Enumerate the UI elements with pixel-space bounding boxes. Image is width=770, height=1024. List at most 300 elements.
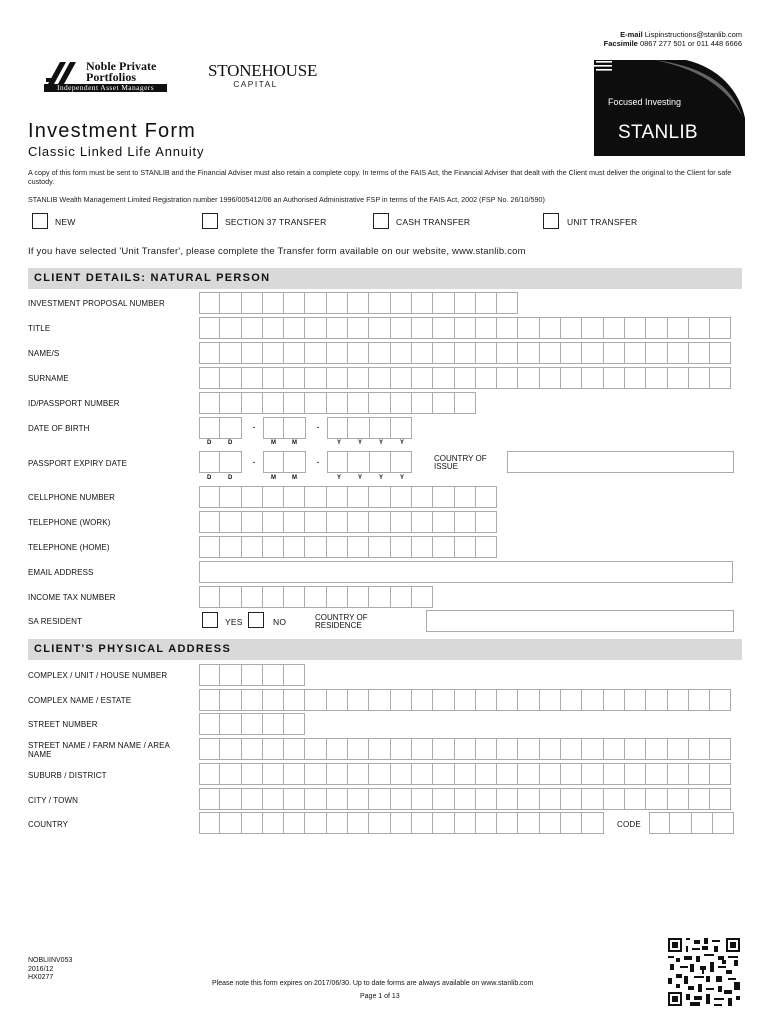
- input-cell[interactable]: [370, 451, 391, 473]
- input-cell[interactable]: [646, 342, 667, 364]
- input-cell[interactable]: [476, 738, 497, 760]
- input-cell[interactable]: [455, 392, 476, 414]
- input-cell[interactable]: [305, 486, 326, 508]
- input-cell[interactable]: [689, 788, 710, 810]
- input-cell[interactable]: [305, 292, 326, 314]
- input-cell[interactable]: [199, 342, 220, 364]
- input-cell[interactable]: [625, 689, 646, 711]
- input-cell[interactable]: [497, 317, 518, 339]
- input-cell[interactable]: [412, 586, 433, 608]
- input-cell[interactable]: [412, 788, 433, 810]
- input-cell[interactable]: [646, 738, 667, 760]
- input-cell[interactable]: [242, 342, 263, 364]
- input-cell[interactable]: [476, 317, 497, 339]
- input-cell[interactable]: [391, 511, 412, 533]
- input-cell[interactable]: [305, 738, 326, 760]
- surname-input[interactable]: [199, 367, 731, 389]
- input-cell[interactable]: [433, 392, 454, 414]
- input-cell[interactable]: [263, 342, 284, 364]
- input-cell[interactable]: [604, 788, 625, 810]
- input-cell[interactable]: [305, 342, 326, 364]
- input-cell[interactable]: [710, 317, 731, 339]
- input-cell[interactable]: [649, 812, 670, 834]
- input-cell[interactable]: [476, 689, 497, 711]
- input-cell[interactable]: [497, 788, 518, 810]
- input-cell[interactable]: [476, 763, 497, 785]
- input-cell[interactable]: [263, 664, 284, 686]
- input-cell[interactable]: [582, 342, 603, 364]
- input-cell[interactable]: [561, 738, 582, 760]
- input-cell[interactable]: [582, 738, 603, 760]
- input-cell[interactable]: [284, 511, 305, 533]
- input-cell[interactable]: [391, 788, 412, 810]
- input-cell[interactable]: [604, 367, 625, 389]
- sa-resident-yes-checkbox[interactable]: [202, 612, 218, 628]
- input-cell[interactable]: [689, 689, 710, 711]
- input-cell[interactable]: [348, 486, 369, 508]
- input-cell[interactable]: [433, 763, 454, 785]
- input-cell[interactable]: [582, 317, 603, 339]
- input-cell[interactable]: [369, 317, 390, 339]
- input-cell[interactable]: [561, 367, 582, 389]
- input-cell[interactable]: [391, 417, 412, 439]
- input-cell[interactable]: [391, 738, 412, 760]
- input-cell[interactable]: [646, 763, 667, 785]
- input-cell[interactable]: [263, 689, 284, 711]
- input-cell[interactable]: [284, 486, 305, 508]
- input-cell[interactable]: [433, 812, 454, 834]
- input-cell[interactable]: [220, 586, 241, 608]
- input-cell[interactable]: [540, 738, 561, 760]
- input-cell[interactable]: [692, 812, 713, 834]
- input-cell[interactable]: [369, 342, 390, 364]
- input-cell[interactable]: [199, 536, 220, 558]
- country-input[interactable]: [199, 812, 604, 834]
- input-cell[interactable]: [476, 292, 497, 314]
- input-cell[interactable]: [710, 738, 731, 760]
- input-cell[interactable]: [220, 788, 241, 810]
- input-cell[interactable]: [582, 367, 603, 389]
- input-cell[interactable]: [263, 486, 284, 508]
- option-unit-transfer-checkbox[interactable]: [543, 213, 559, 229]
- input-cell[interactable]: [242, 812, 263, 834]
- input-cell[interactable]: [327, 812, 348, 834]
- input-cell[interactable]: [412, 367, 433, 389]
- input-cell[interactable]: [220, 451, 241, 473]
- input-cell[interactable]: [284, 417, 305, 439]
- input-cell[interactable]: [582, 788, 603, 810]
- input-cell[interactable]: [455, 511, 476, 533]
- input-cell[interactable]: [348, 451, 369, 473]
- input-cell[interactable]: [391, 536, 412, 558]
- input-cell[interactable]: [689, 342, 710, 364]
- input-cell[interactable]: [369, 536, 390, 558]
- input-cell[interactable]: [199, 664, 220, 686]
- input-cell[interactable]: [263, 417, 284, 439]
- input-cell[interactable]: [348, 536, 369, 558]
- input-cell[interactable]: [348, 292, 369, 314]
- input-cell[interactable]: [284, 292, 305, 314]
- input-cell[interactable]: [391, 763, 412, 785]
- input-cell[interactable]: [327, 451, 348, 473]
- input-cell[interactable]: [689, 763, 710, 785]
- input-cell[interactable]: [518, 367, 539, 389]
- input-cell[interactable]: [412, 689, 433, 711]
- passport-expiry-year-input[interactable]: [327, 451, 412, 473]
- input-cell[interactable]: [242, 392, 263, 414]
- input-cell[interactable]: [305, 536, 326, 558]
- input-cell[interactable]: [348, 812, 369, 834]
- dob-day-input[interactable]: [199, 417, 242, 439]
- input-cell[interactable]: [263, 392, 284, 414]
- input-cell[interactable]: [199, 417, 220, 439]
- input-cell[interactable]: [455, 536, 476, 558]
- dob-year-input[interactable]: [327, 417, 412, 439]
- suburb-input[interactable]: [199, 763, 731, 785]
- input-cell[interactable]: [476, 486, 497, 508]
- input-cell[interactable]: [220, 511, 241, 533]
- input-cell[interactable]: [199, 689, 220, 711]
- input-cell[interactable]: [284, 689, 305, 711]
- input-cell[interactable]: [242, 486, 263, 508]
- input-cell[interactable]: [540, 367, 561, 389]
- input-cell[interactable]: [220, 392, 241, 414]
- input-cell[interactable]: [497, 738, 518, 760]
- title-input[interactable]: [199, 317, 731, 339]
- input-cell[interactable]: [199, 586, 220, 608]
- input-cell[interactable]: [220, 812, 241, 834]
- input-cell[interactable]: [540, 689, 561, 711]
- option-cash-transfer-checkbox[interactable]: [373, 213, 389, 229]
- input-cell[interactable]: [284, 536, 305, 558]
- input-cell[interactable]: [327, 536, 348, 558]
- input-cell[interactable]: [710, 342, 731, 364]
- input-cell[interactable]: [518, 788, 539, 810]
- input-cell[interactable]: [582, 812, 603, 834]
- input-cell[interactable]: [284, 586, 305, 608]
- input-cell[interactable]: [518, 689, 539, 711]
- input-cell[interactable]: [540, 317, 561, 339]
- postal-code-input[interactable]: [649, 812, 734, 834]
- input-cell[interactable]: [327, 511, 348, 533]
- input-cell[interactable]: [327, 689, 348, 711]
- complex-unit-input[interactable]: [199, 664, 305, 686]
- input-cell[interactable]: [284, 317, 305, 339]
- input-cell[interactable]: [433, 486, 454, 508]
- input-cell[interactable]: [327, 763, 348, 785]
- input-cell[interactable]: [391, 317, 412, 339]
- input-cell[interactable]: [369, 392, 390, 414]
- input-cell[interactable]: [582, 763, 603, 785]
- input-cell[interactable]: [220, 536, 241, 558]
- input-cell[interactable]: [242, 788, 263, 810]
- input-cell[interactable]: [540, 788, 561, 810]
- input-cell[interactable]: [284, 392, 305, 414]
- input-cell[interactable]: [199, 367, 220, 389]
- input-cell[interactable]: [199, 486, 220, 508]
- input-cell[interactable]: [327, 292, 348, 314]
- input-cell[interactable]: [497, 292, 518, 314]
- input-cell[interactable]: [433, 738, 454, 760]
- input-cell[interactable]: [518, 342, 539, 364]
- input-cell[interactable]: [668, 317, 689, 339]
- input-cell[interactable]: [455, 367, 476, 389]
- input-cell[interactable]: [518, 812, 539, 834]
- input-cell[interactable]: [561, 342, 582, 364]
- input-cell[interactable]: [412, 536, 433, 558]
- input-cell[interactable]: [433, 788, 454, 810]
- input-cell[interactable]: [668, 763, 689, 785]
- input-cell[interactable]: [369, 586, 390, 608]
- input-cell[interactable]: [625, 738, 646, 760]
- input-cell[interactable]: [348, 738, 369, 760]
- input-cell[interactable]: [369, 812, 390, 834]
- input-cell[interactable]: [455, 812, 476, 834]
- input-cell[interactable]: [327, 738, 348, 760]
- input-cell[interactable]: [412, 738, 433, 760]
- input-cell[interactable]: [220, 689, 241, 711]
- input-cell[interactable]: [391, 342, 412, 364]
- input-cell[interactable]: [561, 788, 582, 810]
- input-cell[interactable]: [327, 317, 348, 339]
- input-cell[interactable]: [540, 342, 561, 364]
- income-tax-input[interactable]: [199, 586, 433, 608]
- input-cell[interactable]: [220, 486, 241, 508]
- tel-work-input[interactable]: [199, 511, 497, 533]
- input-cell[interactable]: [199, 713, 220, 735]
- input-cell[interactable]: [433, 317, 454, 339]
- input-cell[interactable]: [540, 812, 561, 834]
- input-cell[interactable]: [327, 342, 348, 364]
- input-cell[interactable]: [242, 738, 263, 760]
- input-cell[interactable]: [199, 292, 220, 314]
- input-cell[interactable]: [242, 536, 263, 558]
- input-cell[interactable]: [710, 763, 731, 785]
- input-cell[interactable]: [199, 812, 220, 834]
- input-cell[interactable]: [412, 486, 433, 508]
- input-cell[interactable]: [220, 664, 241, 686]
- input-cell[interactable]: [668, 788, 689, 810]
- input-cell[interactable]: [284, 763, 305, 785]
- input-cell[interactable]: [625, 317, 646, 339]
- input-cell[interactable]: [604, 317, 625, 339]
- input-cell[interactable]: [455, 317, 476, 339]
- input-cell[interactable]: [220, 342, 241, 364]
- input-cell[interactable]: [199, 317, 220, 339]
- input-cell[interactable]: [220, 317, 241, 339]
- input-cell[interactable]: [561, 317, 582, 339]
- input-cell[interactable]: [455, 788, 476, 810]
- input-cell[interactable]: [668, 689, 689, 711]
- input-cell[interactable]: [625, 367, 646, 389]
- input-cell[interactable]: [284, 451, 305, 473]
- country-of-residence-input[interactable]: [426, 610, 734, 632]
- input-cell[interactable]: [391, 812, 412, 834]
- input-cell[interactable]: [476, 788, 497, 810]
- input-cell[interactable]: [625, 788, 646, 810]
- input-cell[interactable]: [476, 367, 497, 389]
- input-cell[interactable]: [327, 788, 348, 810]
- input-cell[interactable]: [710, 788, 731, 810]
- input-cell[interactable]: [369, 763, 390, 785]
- input-cell[interactable]: [220, 713, 241, 735]
- names-input[interactable]: [199, 342, 731, 364]
- sa-resident-no-checkbox[interactable]: [248, 612, 264, 628]
- input-cell[interactable]: [625, 763, 646, 785]
- input-cell[interactable]: [199, 788, 220, 810]
- input-cell[interactable]: [220, 738, 241, 760]
- input-cell[interactable]: [713, 812, 734, 834]
- input-cell[interactable]: [305, 317, 326, 339]
- input-cell[interactable]: [391, 486, 412, 508]
- input-cell[interactable]: [391, 292, 412, 314]
- input-cell[interactable]: [412, 292, 433, 314]
- email-address-input[interactable]: [199, 561, 733, 583]
- input-cell[interactable]: [476, 812, 497, 834]
- input-cell[interactable]: [284, 812, 305, 834]
- input-cell[interactable]: [305, 689, 326, 711]
- input-cell[interactable]: [369, 486, 390, 508]
- input-cell[interactable]: [263, 317, 284, 339]
- input-cell[interactable]: [242, 689, 263, 711]
- input-cell[interactable]: [497, 763, 518, 785]
- input-cell[interactable]: [199, 763, 220, 785]
- input-cell[interactable]: [348, 763, 369, 785]
- input-cell[interactable]: [242, 713, 263, 735]
- input-cell[interactable]: [689, 367, 710, 389]
- input-cell[interactable]: [412, 342, 433, 364]
- input-cell[interactable]: [305, 812, 326, 834]
- input-cell[interactable]: [348, 511, 369, 533]
- input-cell[interactable]: [689, 317, 710, 339]
- input-cell[interactable]: [220, 417, 241, 439]
- input-cell[interactable]: [242, 763, 263, 785]
- input-cell[interactable]: [391, 451, 412, 473]
- input-cell[interactable]: [242, 292, 263, 314]
- input-cell[interactable]: [263, 536, 284, 558]
- input-cell[interactable]: [348, 689, 369, 711]
- input-cell[interactable]: [518, 738, 539, 760]
- street-number-input[interactable]: [199, 713, 305, 735]
- input-cell[interactable]: [263, 738, 284, 760]
- passport-expiry-month-input[interactable]: [263, 451, 306, 473]
- input-cell[interactable]: [497, 689, 518, 711]
- input-cell[interactable]: [689, 738, 710, 760]
- input-cell[interactable]: [263, 713, 284, 735]
- input-cell[interactable]: [263, 586, 284, 608]
- input-cell[interactable]: [455, 292, 476, 314]
- option-new-checkbox[interactable]: [32, 213, 48, 229]
- input-cell[interactable]: [455, 342, 476, 364]
- input-cell[interactable]: [369, 788, 390, 810]
- input-cell[interactable]: [582, 689, 603, 711]
- input-cell[interactable]: [284, 738, 305, 760]
- input-cell[interactable]: [263, 788, 284, 810]
- input-cell[interactable]: [604, 342, 625, 364]
- input-cell[interactable]: [305, 392, 326, 414]
- input-cell[interactable]: [242, 586, 263, 608]
- input-cell[interactable]: [369, 292, 390, 314]
- id-passport-input[interactable]: [199, 392, 476, 414]
- input-cell[interactable]: [327, 367, 348, 389]
- input-cell[interactable]: [242, 367, 263, 389]
- input-cell[interactable]: [518, 763, 539, 785]
- input-cell[interactable]: [348, 342, 369, 364]
- input-cell[interactable]: [242, 511, 263, 533]
- input-cell[interactable]: [433, 536, 454, 558]
- input-cell[interactable]: [604, 738, 625, 760]
- input-cell[interactable]: [284, 713, 305, 735]
- input-cell[interactable]: [305, 788, 326, 810]
- input-cell[interactable]: [646, 689, 667, 711]
- input-cell[interactable]: [369, 367, 390, 389]
- proposal-number-input[interactable]: [199, 292, 518, 314]
- input-cell[interactable]: [348, 392, 369, 414]
- input-cell[interactable]: [668, 342, 689, 364]
- input-cell[interactable]: [455, 486, 476, 508]
- input-cell[interactable]: [305, 511, 326, 533]
- passport-expiry-day-input[interactable]: [199, 451, 242, 473]
- input-cell[interactable]: [540, 763, 561, 785]
- input-cell[interactable]: [455, 738, 476, 760]
- street-name-input[interactable]: [199, 738, 731, 760]
- city-input[interactable]: [199, 788, 731, 810]
- input-cell[interactable]: [646, 317, 667, 339]
- input-cell[interactable]: [348, 586, 369, 608]
- input-cell[interactable]: [305, 586, 326, 608]
- input-cell[interactable]: [348, 417, 369, 439]
- input-cell[interactable]: [433, 342, 454, 364]
- input-cell[interactable]: [284, 342, 305, 364]
- input-cell[interactable]: [327, 392, 348, 414]
- input-cell[interactable]: [670, 812, 691, 834]
- input-cell[interactable]: [561, 763, 582, 785]
- input-cell[interactable]: [242, 317, 263, 339]
- input-cell[interactable]: [455, 689, 476, 711]
- input-cell[interactable]: [284, 788, 305, 810]
- input-cell[interactable]: [327, 486, 348, 508]
- input-cell[interactable]: [668, 367, 689, 389]
- input-cell[interactable]: [433, 689, 454, 711]
- input-cell[interactable]: [518, 317, 539, 339]
- input-cell[interactable]: [199, 392, 220, 414]
- input-cell[interactable]: [412, 812, 433, 834]
- input-cell[interactable]: [476, 342, 497, 364]
- input-cell[interactable]: [604, 763, 625, 785]
- input-cell[interactable]: [646, 367, 667, 389]
- input-cell[interactable]: [199, 738, 220, 760]
- input-cell[interactable]: [497, 367, 518, 389]
- input-cell[interactable]: [433, 292, 454, 314]
- input-cell[interactable]: [263, 511, 284, 533]
- input-cell[interactable]: [327, 586, 348, 608]
- input-cell[interactable]: [412, 392, 433, 414]
- input-cell[interactable]: [370, 417, 391, 439]
- input-cell[interactable]: [305, 367, 326, 389]
- input-cell[interactable]: [284, 367, 305, 389]
- input-cell[interactable]: [327, 417, 348, 439]
- complex-name-input[interactable]: [199, 689, 731, 711]
- input-cell[interactable]: [263, 451, 284, 473]
- input-cell[interactable]: [391, 689, 412, 711]
- input-cell[interactable]: [391, 392, 412, 414]
- input-cell[interactable]: [391, 367, 412, 389]
- input-cell[interactable]: [412, 511, 433, 533]
- country-of-issue-input[interactable]: [507, 451, 734, 473]
- input-cell[interactable]: [348, 367, 369, 389]
- input-cell[interactable]: [625, 342, 646, 364]
- input-cell[interactable]: [348, 317, 369, 339]
